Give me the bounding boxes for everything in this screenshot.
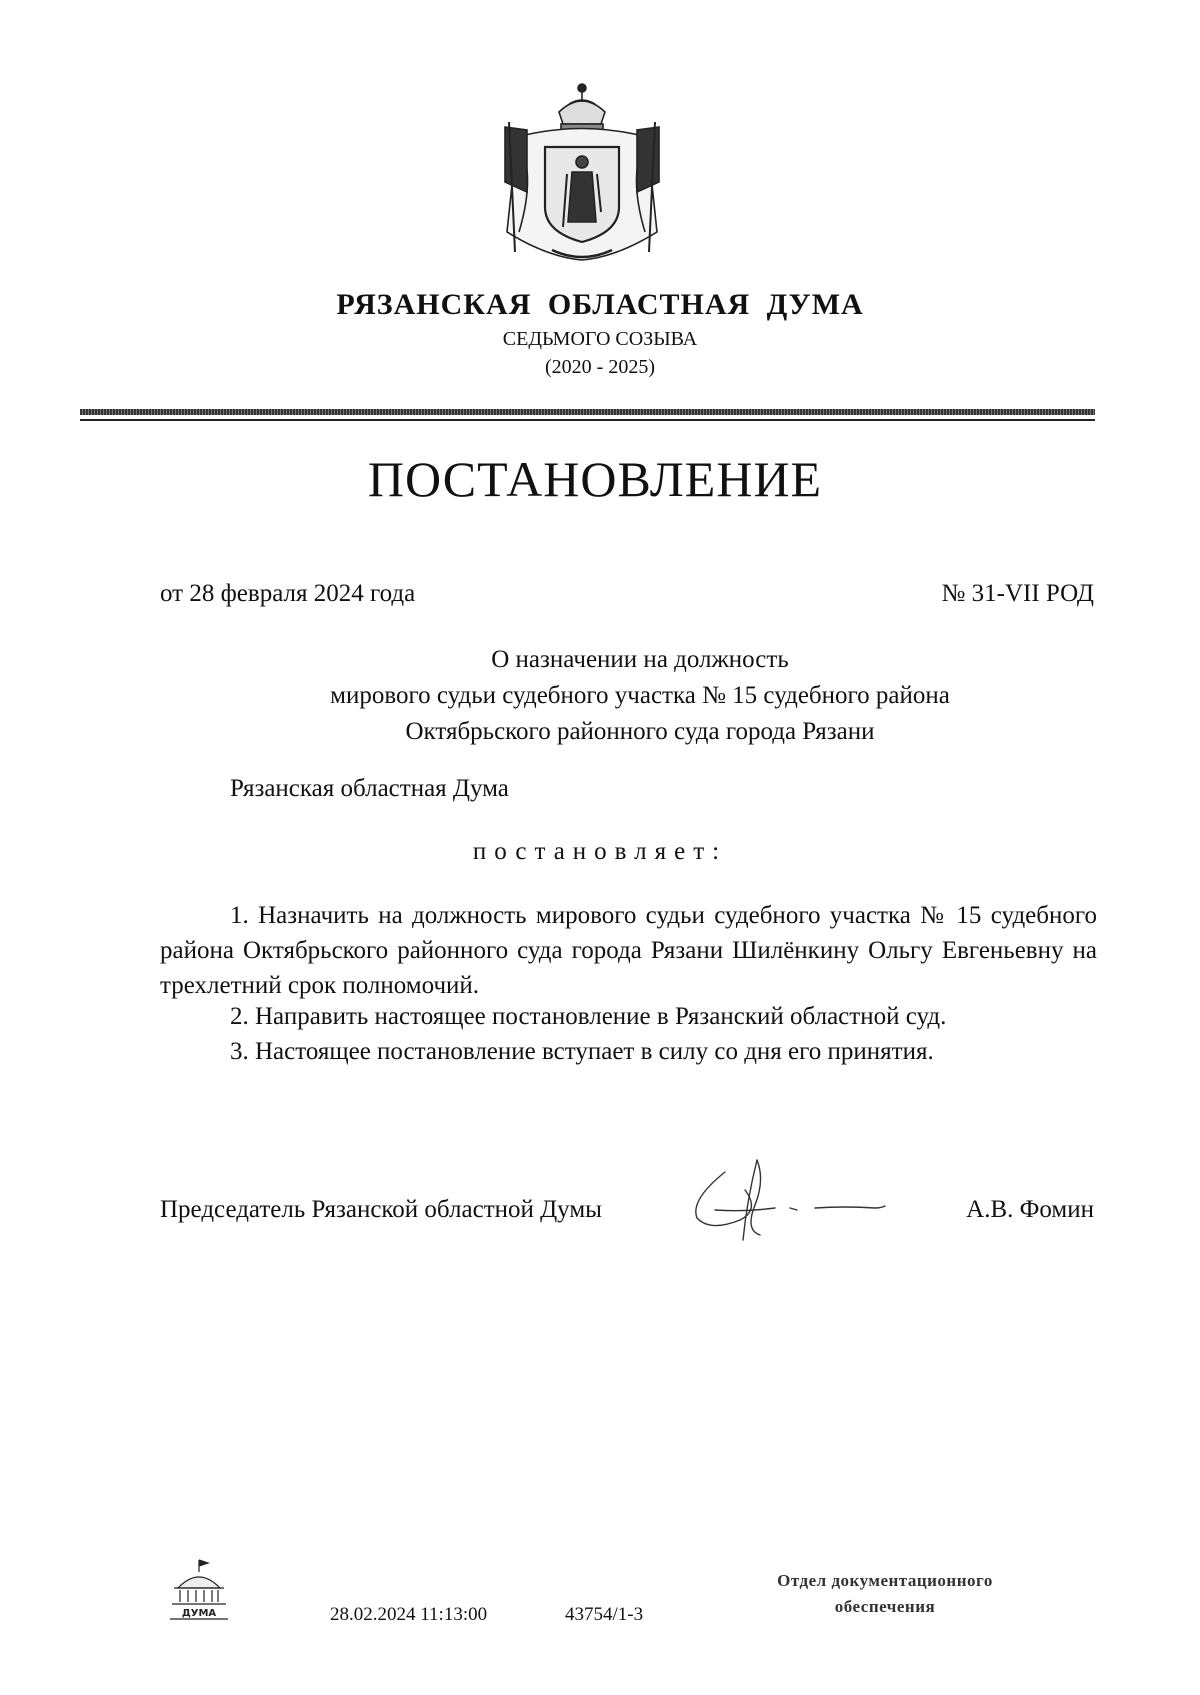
subject-line: Октябрьского районного суда города Рязани (405, 718, 875, 745)
footer-registration-number: 43754/1-3 (565, 1604, 644, 1625)
document-number: № 31-VII РОД (941, 580, 1094, 607)
coat-of-arms-icon (497, 82, 667, 270)
convocation: СЕДЬМОГО СОЗЫВА (502, 328, 698, 350)
duma-building-icon (166, 1558, 232, 1620)
header-divider-thin (80, 419, 1095, 421)
department-stamp (720, 1568, 1050, 1620)
document-subject (0, 642, 1200, 750)
document-title: ПОСТАНОВЛЕНИЕ (367, 451, 823, 507)
subject-line: мирового судьи судебного участка № 15 судебного района (330, 682, 950, 709)
resolution-item-2: 2. Направить настоящее постановление в Рязанский областной суд. (230, 1003, 947, 1030)
stamp-line: Отдел документационного (777, 1571, 993, 1590)
organization-name: РЯЗАНСКАЯ ОБЛАСТНАЯ ДУМА (336, 288, 864, 321)
stamp-line: обеспечения (834, 1597, 936, 1616)
header-divider-thick (80, 409, 1095, 415)
resolution-item-1: 1. Назначить на должность мирового судьи судебного участка № 15 судебного района Октябрьского районного суда города Рязани Шилёнкину Ольгу Евгеньевну на трехлетний срок полномочий. (160, 902, 1097, 999)
signatory-position: Председатель Рязанской областной Думы (160, 1196, 602, 1223)
footer-timestamp: 28.02.2024 11:13:00 (330, 1604, 488, 1625)
subject-line: О назначении на должность (491, 646, 789, 673)
document-date: от 28 февраля 2024 года (160, 580, 416, 607)
resolves-heading: постановляет: (472, 838, 728, 865)
signatory-name: А.В. Фомин (966, 1196, 1094, 1223)
handwritten-signature (685, 1150, 915, 1250)
footer-logo-text: ДУМА (181, 1608, 217, 1619)
convocation-years: (2020 - 2025) (545, 356, 655, 378)
issuer: Рязанская областная Дума (230, 775, 509, 802)
resolution-item-3: 3. Настоящее постановление вступает в силу со дня его принятия. (230, 1038, 934, 1065)
